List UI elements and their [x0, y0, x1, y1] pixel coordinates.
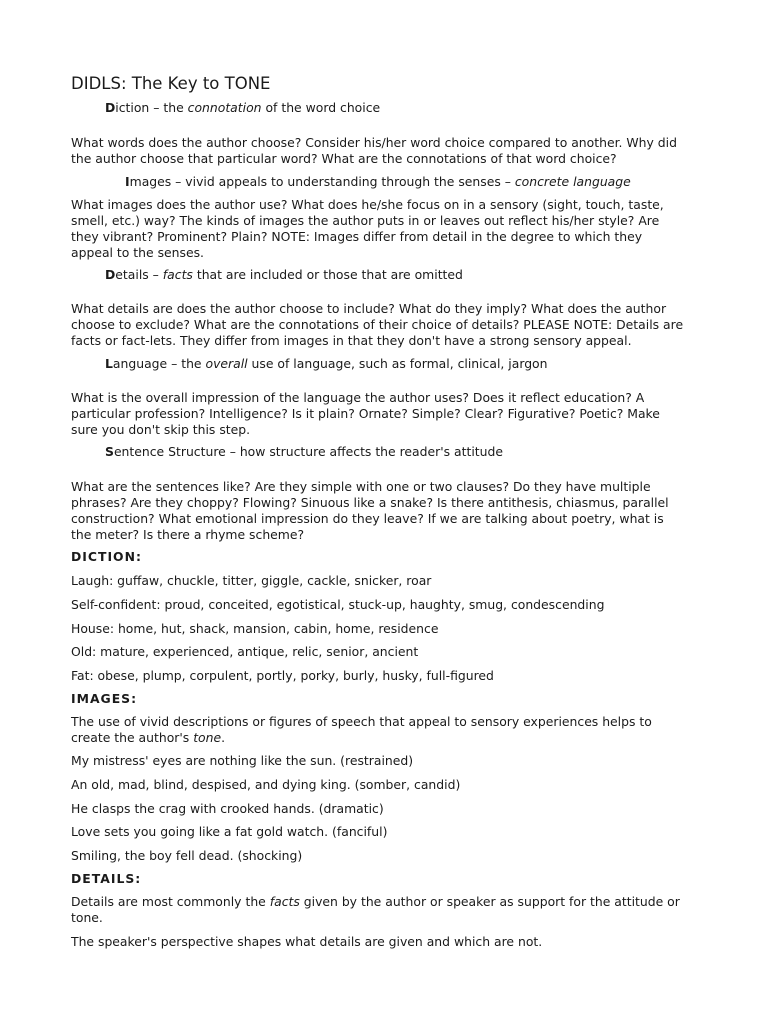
list-item: My mistress' eyes are nothing like the sun. (restrained) — [71, 753, 414, 768]
section-heading-details: DETAILS: — [71, 871, 142, 886]
list-item: Fat: obese, plump, corpulent, portly, porky, burly, husky, full-figured — [71, 668, 494, 683]
list-item: House: home, hut, shack, mansion, cabin, home, residence — [71, 621, 439, 636]
didls-heading-images: Images – vivid appeals to understanding through the senses – concrete language — [125, 174, 631, 189]
details-paragraph-2: The speaker's perspective shapes what details are given and which are not. — [71, 934, 543, 949]
list-item: Self-confident: proud, conceited, egotistical, stuck-up, haughty, smug, condescending — [71, 597, 605, 612]
section-heading-images: IMAGES: — [71, 691, 138, 706]
list-item: Smiling, the boy fell dead. (shocking) — [71, 848, 303, 863]
section-heading-diction: DICTION: — [71, 549, 142, 564]
didls-heading-diction: Diction – the connotation of the word choice — [105, 100, 381, 115]
didls-paragraph-diction: What words does the author choose? Consider his/her word choice compared to another. Why did the author choose that particular word? What are the connotations of that word choice? — [71, 135, 677, 166]
details-paragraph-1: Details are most commonly the facts given by the author or speaker as support for the attitude or tone. — [71, 894, 680, 925]
page-title: DIDLS: The Key to TONE — [71, 74, 271, 93]
didls-heading-language: Language – the overall use of language, such as formal, clinical, jargon — [105, 356, 548, 371]
didls-paragraph-sentence-structure: What are the sentences like? Are they simple with one or two clauses? Do they have multiple phrases? Are they choppy? Flowing? Sinuous like a snake? Is there antithesis, chiasmus, parallel construction? What emotional impression do they leave? If we are talking about poetry, what is the meter? Is there a rhyme scheme? — [71, 479, 669, 542]
list-item: Old: mature, experienced, antique, relic, senior, ancient — [71, 644, 419, 659]
didls-paragraph-images: What images does the author use? What does he/she focus on in a sensory (sight, touch, taste, smell, etc.) way? The kinds of images the author puts in or leaves out reflect his/her style? Are they vibrant? Prominent? Plain? NOTE: Images differ from detail in the degree to which they appeal to the senses. — [71, 197, 664, 260]
list-item: An old, mad, blind, despised, and dying king. (somber, candid) — [71, 777, 461, 792]
list-item: He clasps the crag with crooked hands. (dramatic) — [71, 801, 384, 816]
list-item: Love sets you going like a fat gold watch. (fanciful) — [71, 824, 388, 839]
didls-heading-details: Details – facts that are included or those that are omitted — [105, 267, 463, 282]
images-intro-paragraph: The use of vivid descriptions or figures of speech that appeal to sensory experiences helps to create the author's tone. — [71, 714, 652, 745]
didls-heading-sentence-structure: Sentence Structure – how structure affects the reader's attitude — [105, 444, 503, 459]
didls-paragraph-details: What details are does the author choose to include? What do they imply? What does the author choose to exclude? What are the connotations of their choice of details? PLEASE NOTE: Details are facts or fact-lets. They differ from images in that they don't have a strong sensory appeal. — [71, 301, 684, 348]
list-item: Laugh: guffaw, chuckle, titter, giggle, cackle, snicker, roar — [71, 573, 432, 588]
didls-paragraph-language: What is the overall impression of the language the author uses? Does it reflect education? A particular profession? Intelligence? Is it plain? Ornate? Simple? Clear? Figurative? Poetic? Make sure you don't skip this step. — [71, 390, 660, 437]
